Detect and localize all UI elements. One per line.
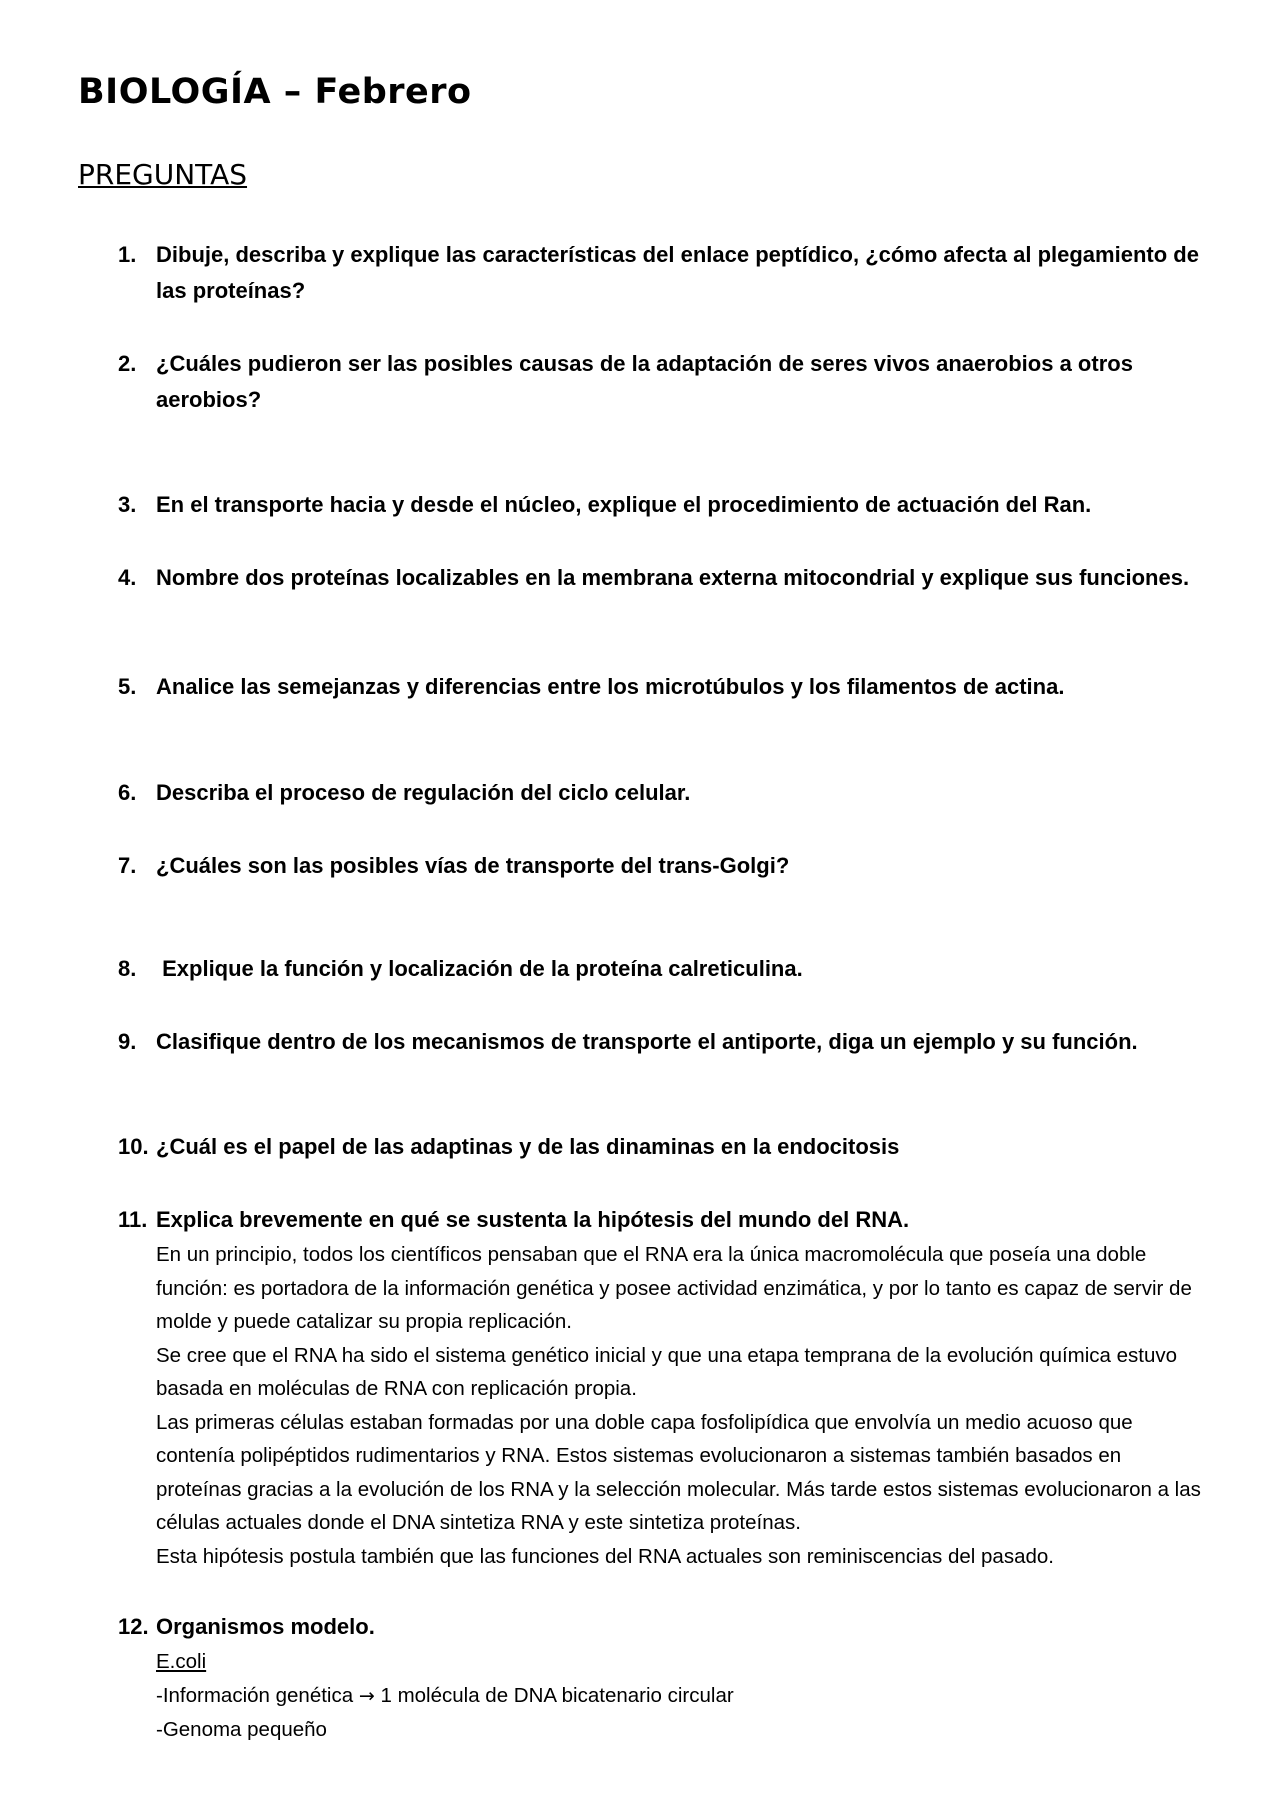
answer-paragraph: En un principio, todos los científicos pensaban que el RNA era la única macromolécula que poseía una doble función: es portadora de la información genética y posee actividad enzimática, y por lo tanto es capaz de servir de molde y puede catalizar su propia replicación.	[156, 1243, 1192, 1333]
question-text: Clasifique dentro de los mecanismos de transporte el antiporte, diga un ejemplo y su función.	[156, 1029, 1138, 1054]
question-9	[118, 1024, 1208, 1060]
question-number: 5.	[118, 674, 137, 699]
answer-text	[156, 1238, 1208, 1573]
question-number: 12.	[118, 1614, 149, 1639]
question-6	[118, 775, 1208, 811]
question-text: Organismos modelo.	[156, 1614, 375, 1639]
question-number: 1.	[118, 242, 137, 267]
organism-heading: E.coli	[156, 1650, 207, 1673]
question-2	[118, 346, 1208, 418]
question-text: Explique la función y localización de la proteína calreticulina.	[156, 956, 803, 981]
question-text: ¿Cuáles pudieron ser las posibles causas de la adaptación de seres vivos anaerobios a otros aerobios?	[156, 351, 1133, 412]
question-text: Nombre dos proteínas localizables en la membrana externa mitocondrial y explique sus funciones.	[156, 565, 1190, 590]
question-number: 7.	[118, 853, 137, 878]
question-number: 11.	[118, 1207, 148, 1232]
question-number: 6.	[118, 780, 137, 805]
question-text: Analice las semejanzas y diferencias entre los microtúbulos y los filamentos de actina.	[156, 674, 1065, 699]
question-1	[118, 237, 1208, 309]
question-5	[118, 669, 1208, 705]
question-text: ¿Cuál es el papel de las adaptinas y de las dinaminas en la endocitosis	[156, 1134, 900, 1159]
answer-line: -Genoma pequeño	[156, 1718, 327, 1741]
question-text: Explica brevemente en qué se sustenta la hipótesis del mundo del RNA.	[156, 1207, 910, 1232]
question-11	[118, 1202, 1208, 1573]
section-heading: PREGUNTAS	[78, 158, 248, 191]
answer-line	[156, 1679, 1208, 1714]
answer-line-label: -Información genética	[156, 1683, 354, 1707]
question-number: 2.	[118, 351, 137, 376]
question-number: 4.	[118, 565, 137, 590]
question-number: 8.	[118, 956, 137, 981]
question-number: 10.	[118, 1134, 149, 1159]
question-8	[118, 951, 1208, 987]
question-12	[118, 1609, 1208, 1747]
question-7	[118, 848, 1208, 884]
question-3	[118, 487, 1208, 523]
answer-paragraph: Esta hipótesis postula también que las funciones del RNA actuales son reminiscencias del pasado.	[156, 1544, 1054, 1568]
question-number: 3.	[118, 492, 137, 517]
question-number: 9.	[118, 1029, 137, 1054]
answer-paragraph: Las primeras células estaban formadas por una doble capa fosfolipídica que envolvía un medio acuoso que contenía polipéptidos rudimentarios y RNA. Estos sistemas evolucionaron a sistemas también basados en proteínas gracias a la evolución de los RNA y la selección molecular. Más tarde estos sistemas evolucionaron a las células actuales donde el DNA sintetiza RNA y este sintetiza proteínas.	[156, 1410, 1201, 1534]
arrow-right-icon: →	[358, 1684, 375, 1707]
question-text: Describa el proceso de regulación del ciclo celular.	[156, 780, 691, 805]
question-10	[118, 1129, 1208, 1165]
question-text: Dibuje, describa y explique las características del enlace peptídico, ¿cómo afecta al plegamiento de las proteínas?	[156, 242, 1199, 303]
answer-paragraph: Se cree que el RNA ha sido el sistema genético inicial y que una etapa temprana de la evolución química estuvo basada en moléculas de RNA con replicación propia.	[156, 1343, 1178, 1400]
answer-line-value: 1 molécula de DNA bicatenario circular	[380, 1683, 734, 1707]
answer-text	[156, 1645, 1208, 1747]
question-text: ¿Cuáles son las posibles vías de transporte del trans-Golgi?	[156, 853, 790, 878]
question-4	[118, 560, 1208, 596]
document-title: BIOLOGÍA – Febrero	[78, 72, 472, 112]
question-text: En el transporte hacia y desde el núcleo, explique el procedimiento de actuación del Ran.	[156, 492, 1092, 517]
